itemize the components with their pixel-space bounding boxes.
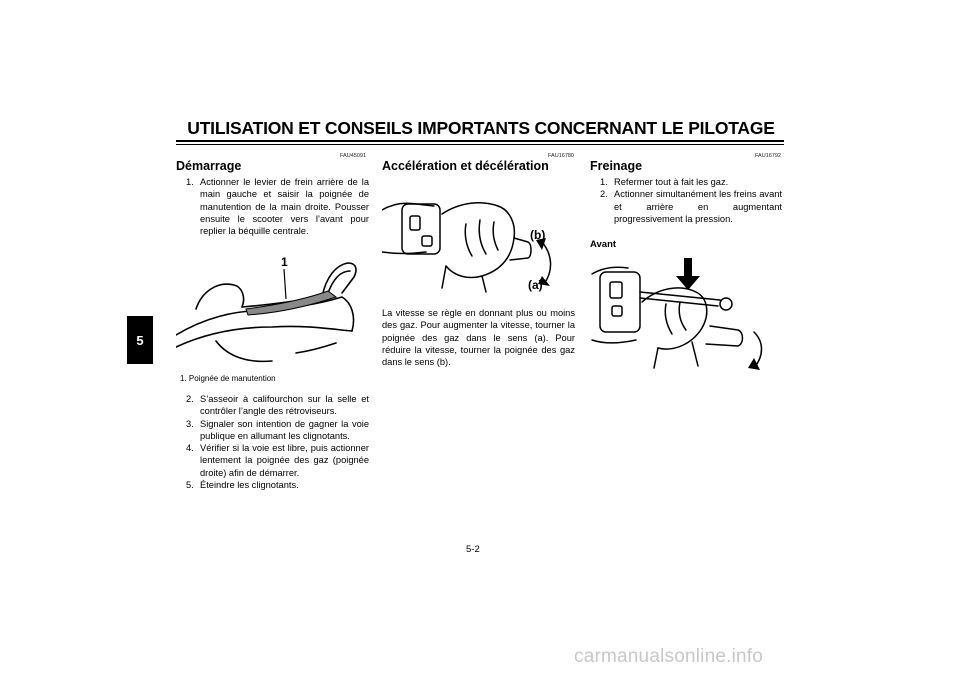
section-title-demarrage: Démarrage [176,159,242,173]
step-text: Refermer tout à fait les gaz. [614,177,729,187]
step-number: 1. [600,177,608,187]
step-number: 5. [186,480,194,491]
step-number: 1. [186,177,194,187]
step-number: 2. [186,394,194,404]
header-rule-thin [176,144,784,145]
scooter-figure [176,247,372,369]
step-number: 3. [186,418,194,429]
throttle-figure [382,180,578,296]
section-code: FAU16780 [548,153,574,159]
header-rule [176,140,784,142]
steps-list-demarrage-2 [186,393,369,491]
step-text: Signaler son intention de gagner la voie publique en allumant les clignotants. [200,418,369,441]
step-number: 4. [186,443,194,454]
list-item [186,479,369,491]
steps-list-demarrage-1 [186,176,369,237]
watermark: carmanualsonline.info [574,646,764,667]
list-item [186,418,369,443]
section-title-acceleration: Accélération et décélération [382,159,549,173]
list-item [186,176,369,237]
step-text: Éteindre les clignotants. [200,480,299,491]
step-text: S’asseoir à califourchon sur la selle et contrôler l’angle des rétroviseurs. [200,394,369,417]
list-item [186,442,369,479]
step-text: Actionner le levier de frein arrière de la main gauche et saisir la poignée de manutention de la main droite. Pousser ensuite le scooter vers l’avant pour replier la béquille centrale. [200,177,369,237]
list-item [600,176,782,188]
section-title-freinage: Freinage [590,159,643,173]
steps-list-freinage [600,176,782,225]
chapter-tab: 5 [127,316,153,364]
section-code: FAU16792 [755,153,781,159]
list-item [600,188,782,225]
step-text: Vérifier si la voie est libre, puis actionner lentement la poignée des gaz (poignée droite) afin de démarrer. [200,443,369,478]
figure-caption: 1. Poignée de manutention [180,374,276,383]
leader-line [284,269,286,299]
figure-label: 1 [281,255,288,269]
step-text: Actionner simultanément les freins avant et arrière en augmentant progressivement la pression. [614,189,782,224]
acceleration-text: La vitesse se règle en donnant plus ou moins des gaz. Pour augmenter la vitesse, tourner la poignée des gaz dans le sens (a). Pour réduire la vitesse, tourner la poignée des gaz dans le sens (b). [382,308,575,368]
page-number: 5-2 [466,544,480,555]
label-direction-a: (a) [528,278,543,292]
label-direction-b: (b) [530,228,546,242]
page-title: UTILISATION ET CONSEILS IMPORTANTS CONCERNANT LE PILOTAGE [187,118,775,138]
brake-figure [588,252,784,374]
step-number: 2. [600,189,608,200]
list-item [186,393,369,418]
section-code: FAU45091 [340,153,366,159]
figure-label-avant: Avant [590,239,617,250]
